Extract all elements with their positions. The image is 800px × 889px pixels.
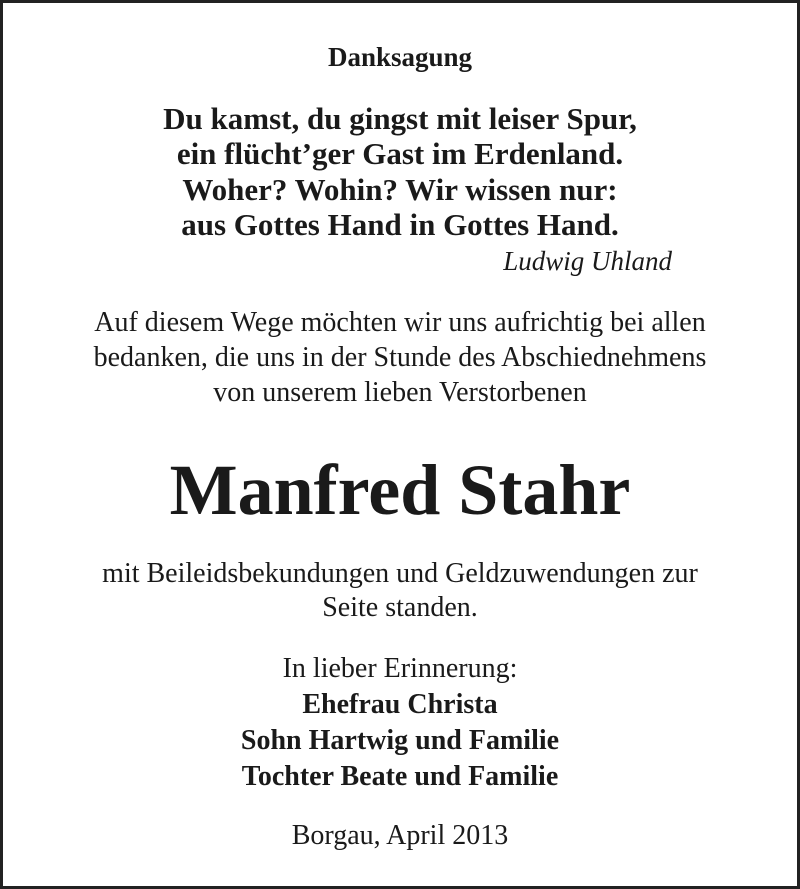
poem-line-2: ein flücht’ger Gast im Erdenland.: [176, 136, 624, 171]
closing-line-1: mit Beileidsbekundungen und Geldzuwendungen zur: [102, 558, 698, 589]
place-date: Borgau, April 2013: [291, 820, 509, 851]
signature-family-1: Ehefrau Christa: [302, 689, 498, 720]
intro-line-2: bedanken, die uns in der Stunde des Abschiednehmens: [93, 342, 707, 373]
poem-line-1: Du kamst, du gingst mit leiser Spur,: [163, 101, 637, 136]
poem-line-4: aus Gottes Hand in Gottes Hand.: [181, 207, 619, 242]
notice-heading: Danksagung: [327, 42, 473, 72]
deceased-name: Manfred Stahr: [169, 450, 631, 530]
signature-family-3: Tochter Beate und Familie: [241, 761, 559, 792]
intro-line-1: Auf diesem Wege möchten wir uns aufrichtig bei allen: [94, 307, 706, 338]
poem-author: Ludwig Uhland: [503, 246, 672, 276]
signature-intro: In lieber Erinnerung:: [282, 653, 518, 684]
signature-family-2: Sohn Hartwig und Familie: [240, 725, 560, 756]
poem-line-3: Woher? Wohin? Wir wissen nur:: [182, 172, 618, 207]
intro-line-3: von unserem lieben Verstorbenen: [213, 377, 587, 408]
closing-line-2: Seite standen.: [322, 592, 478, 623]
